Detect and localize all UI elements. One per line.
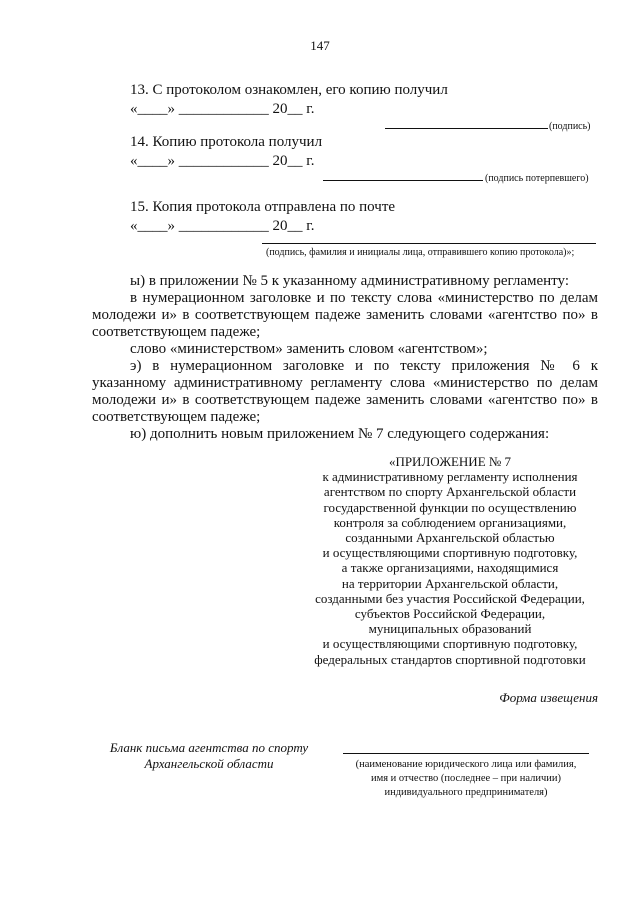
appendix-line: «ПРИЛОЖЕНИЕ № 7	[388, 454, 512, 469]
paragraph-yu: ю) дополнить новым приложением № 7 следующего содержания:	[130, 426, 550, 442]
letterhead-block	[104, 740, 314, 772]
appendix-line: а также организациями, находящимися	[341, 560, 559, 576]
section-13-date-line: «____» ____________ 20__ г.	[130, 101, 315, 117]
appendix-line: муниципальных образований	[368, 621, 532, 637]
appendix-line: субъектов Российской Федерации,	[354, 606, 546, 622]
recipient-line	[343, 753, 589, 754]
section-14-signature-line	[323, 180, 483, 181]
letterhead-line: Бланк письма агентства по спорту	[109, 740, 309, 755]
section-14-caption: (подпись потерпевшего)	[485, 173, 589, 184]
appendix-line: к административному регламенту исполнения	[322, 469, 578, 485]
form-title: Форма извещения	[499, 690, 598, 705]
section-15-date-line: «____» ____________ 20__ г.	[130, 218, 315, 234]
section-13-signature-line	[385, 128, 548, 129]
paragraph-word-replacement: слово «министерством» заменить словом «агентством»;	[130, 341, 488, 357]
recipient-caption-line: индивидуального предпринимателя)	[384, 787, 548, 798]
appendix-line: агентством по спорту Архангельской области	[323, 484, 577, 500]
recipient-caption-line: (наименование юридического лица или фамилия,	[355, 759, 577, 770]
paragraph-numbering-heading: в нумерационном заголовке и по тексту слова «министерство по делам молодежи и» в соответствующем падеже заменить словами «агентство по» в соответствующем падеже;	[92, 290, 598, 340]
appendix-line: и осуществляющими спортивную подготовку,	[322, 545, 578, 561]
letterhead-line: Архангельской области	[144, 756, 274, 771]
paragraph-y: ы) в приложении № 5 к указанному административному регламенту:	[130, 273, 570, 289]
section-13-heading: 13. С протоколом ознакомлен, его копию получил	[130, 82, 448, 98]
appendix-line: на территории Архангельской области,	[341, 575, 559, 591]
recipient-caption	[340, 758, 592, 800]
section-13-caption: (подпись)	[549, 121, 591, 132]
appendix-line: созданными Архангельской областью	[345, 530, 555, 546]
section-15-signature-line	[262, 243, 596, 244]
section-15-caption: (подпись, фамилия и инициалы лица, отправившего копию протокола)»;	[266, 247, 575, 258]
appendix-line: федеральных стандартов спортивной подготовки	[314, 651, 586, 667]
appendix-line: созданными без участия Российской Федерации,	[315, 590, 585, 606]
recipient-caption-line: имя и отчество (последнее – при наличии)	[370, 773, 562, 784]
page-number: 147	[310, 38, 330, 53]
appendix-header	[300, 454, 600, 667]
section-14-heading: 14. Копию протокола получил	[130, 134, 323, 150]
section-15-heading: 15. Копия протокола отправлена по почте	[130, 199, 396, 215]
appendix-line: и осуществляющими спортивную подготовку,	[322, 636, 578, 652]
section-14-date-line: «____» ____________ 20__ г.	[130, 153, 315, 169]
appendix-line: государственной функции по осуществлению	[323, 499, 577, 515]
appendix-line: контроля за соблюдением организациями,	[333, 514, 567, 530]
paragraph-e: э) в нумерационном заголовке и по тексту приложения № 6 к указанному административному регламенту слова «министерство по делам молодежи и» в соответствующем падеже заменить словами «агентство по» в соответствующем падеже;	[92, 358, 598, 425]
